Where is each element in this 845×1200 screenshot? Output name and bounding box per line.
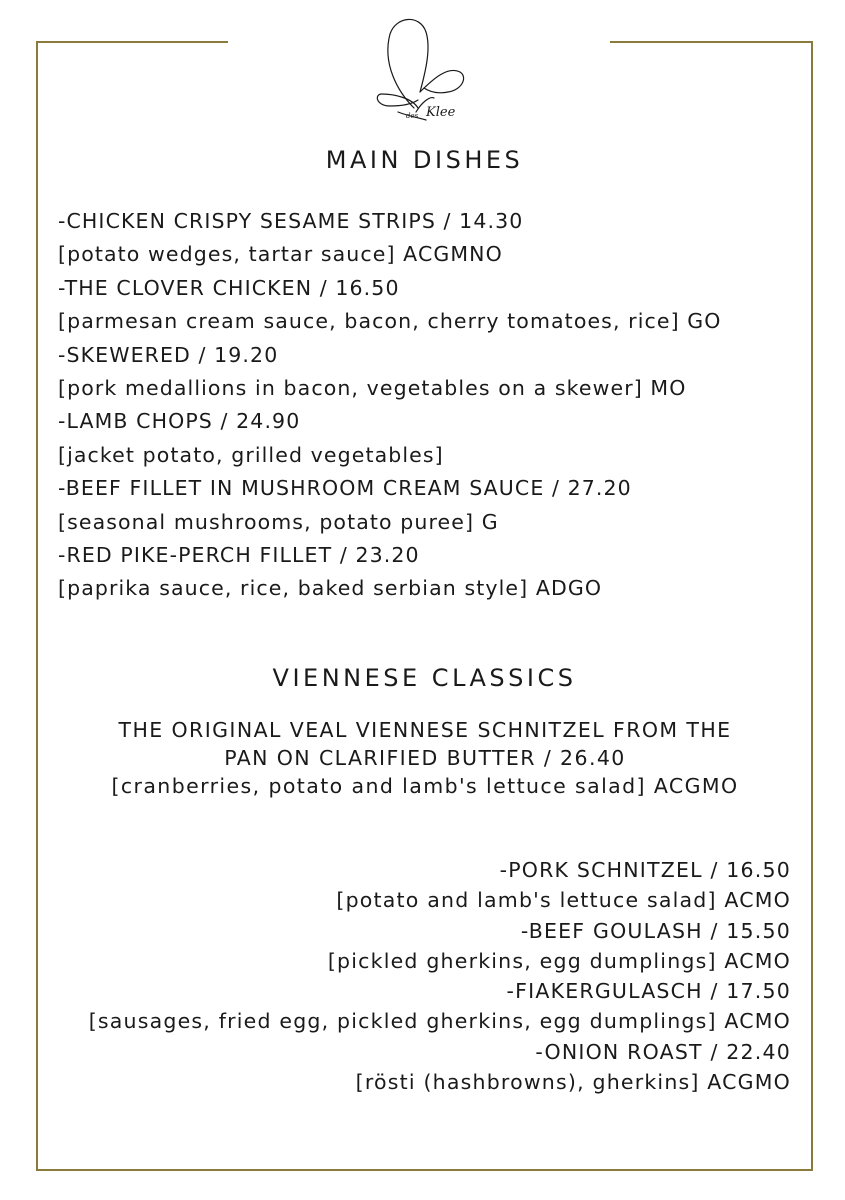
featured-schnitzel	[40, 716, 810, 800]
menu-item-desc: [jacket potato, grilled vegetables]	[58, 442, 444, 467]
menu-item-desc: [parmesan cream sauce, bacon, cherry tomatoes, rice] GO	[58, 309, 722, 334]
menu-item-name: -SKEWERED / 19.20	[58, 342, 279, 367]
main-dishes-title: MAIN DISHES	[325, 146, 524, 174]
featured-line-2: PAN ON CLARIFIED BUTTER / 26.40	[224, 746, 626, 770]
menu-item-name: -ONION ROAST / 22.40	[535, 1039, 791, 1064]
menu-item-desc: [sausages, fried egg, pickled gherkins, egg dumplings] ACMO	[88, 1009, 791, 1034]
logo-des: des	[406, 112, 419, 120]
menu-item-desc: [potato wedges, tartar sauce] ACGMNO	[58, 242, 503, 267]
menu-item-desc: [pickled gherkins, egg dumplings] ACMO	[327, 948, 791, 973]
des-klee-signature-logo	[368, 12, 478, 124]
menu-item-name: -LAMB CHOPS / 24.90	[58, 409, 301, 434]
featured-desc: [cranberries, potato and lamb's lettuce salad] ACGMO	[111, 774, 739, 798]
menu-item-name: -FIAKERGULASCH / 17.50	[506, 979, 791, 1004]
menu-item-desc: [rösti (hashbrowns), gherkins] ACGMO	[355, 1070, 791, 1095]
menu-item-desc: [potato and lamb's lettuce salad] ACMO	[336, 888, 791, 913]
logo-klee: Klee	[426, 105, 456, 120]
menu-item-desc: [pork medallions in bacon, vegetables on a skewer] MO	[58, 376, 687, 401]
main-dishes-list	[58, 205, 798, 606]
menu-item-name: -BEEF GOULASH / 15.50	[520, 918, 791, 943]
viennese-classics-title: VIENNESE CLASSICS	[272, 664, 577, 692]
menu-item-name: -PORK SCHNITZEL / 16.50	[499, 858, 791, 882]
menu-item-desc: [paprika sauce, rice, baked serbian style] ADGO	[58, 576, 603, 601]
menu-item-name: -BEEF FILLET IN MUSHROOM CREAM SAUCE / 27.20	[58, 476, 632, 501]
featured-line-1: THE ORIGINAL VEAL VIENNESE SCHNITZEL FROM THE	[118, 718, 732, 742]
menu-item-name: -THE CLOVER CHICKEN / 16.50	[58, 275, 400, 300]
viennese-classics-list	[51, 855, 791, 1097]
menu-item-desc: [seasonal mushrooms, potato puree] G	[58, 509, 499, 534]
menu-item-name: -RED PIKE-PERCH FILLET / 23.20	[58, 543, 420, 568]
menu-item-name: -CHICKEN CRISPY SESAME STRIPS / 14.30	[58, 209, 524, 233]
